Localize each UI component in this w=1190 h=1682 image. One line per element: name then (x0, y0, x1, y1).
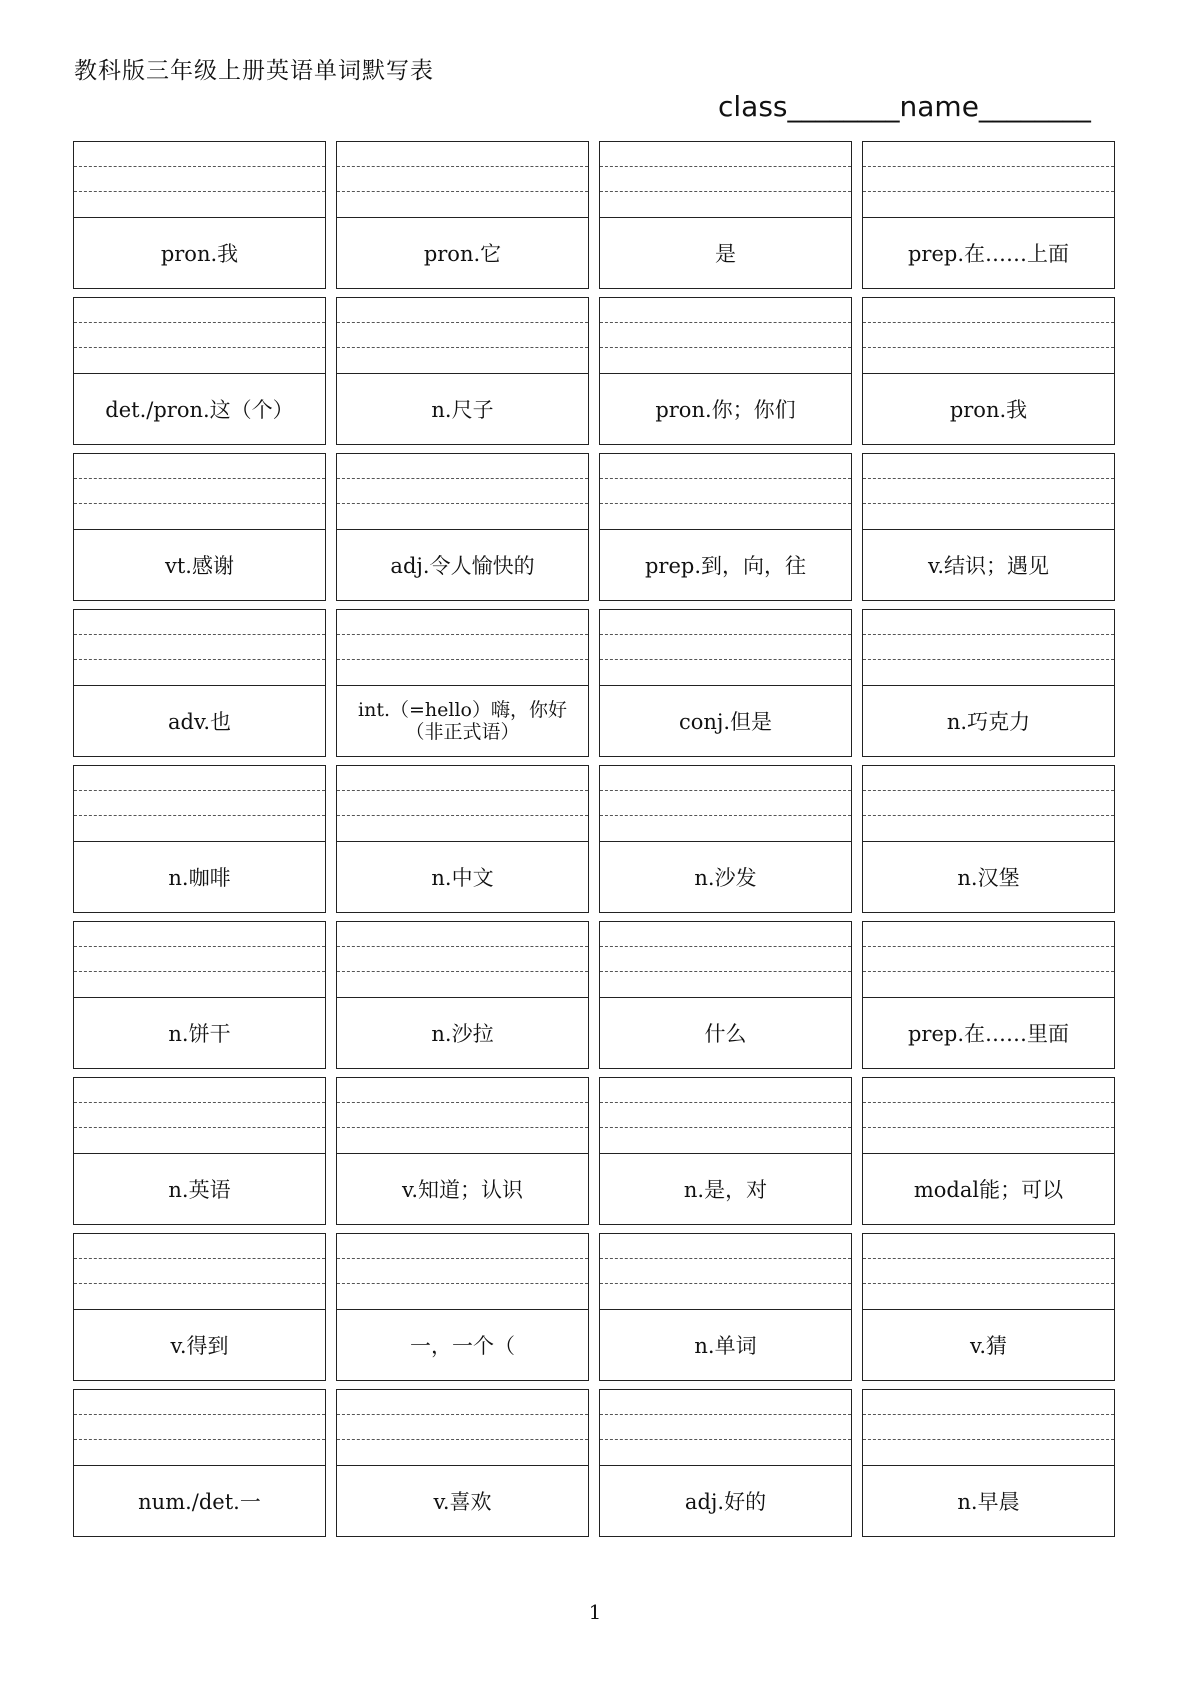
dashed-guide-line (863, 322, 1114, 323)
writing-area[interactable] (337, 766, 588, 842)
dashed-guide-line (337, 166, 588, 167)
word-meaning: pron.我 (160, 241, 239, 266)
dashed-guide-line (337, 191, 588, 192)
dashed-guide-line (74, 166, 325, 167)
writing-area[interactable] (337, 1078, 588, 1154)
writing-area[interactable] (74, 1390, 325, 1466)
writing-area[interactable] (600, 454, 851, 530)
vocab-card (336, 1233, 589, 1381)
writing-area[interactable] (337, 1390, 588, 1466)
vocab-card (73, 1389, 326, 1537)
dashed-guide-line (600, 659, 851, 660)
vocab-card (599, 1077, 852, 1225)
word-meaning: pron.它 (423, 241, 502, 266)
writing-area[interactable] (74, 1234, 325, 1310)
vocab-card (862, 1077, 1115, 1225)
word-meaning: n.早晨 (957, 1489, 1020, 1514)
writing-area[interactable] (74, 454, 325, 530)
word-meaning: pron.你；你们 (655, 397, 796, 422)
dashed-guide-line (600, 946, 851, 947)
word-meaning: conj.但是 (678, 709, 773, 734)
dashed-guide-line (337, 1414, 588, 1415)
dashed-guide-line (74, 1439, 325, 1440)
word-meaning: n.是，对 (683, 1177, 768, 1202)
dashed-guide-line (600, 1283, 851, 1284)
vocab-card (73, 141, 326, 289)
vocab-card (336, 453, 589, 601)
vocab-card (336, 609, 589, 757)
dashed-guide-line (74, 1258, 325, 1259)
dashed-guide-line (337, 478, 588, 479)
dashed-guide-line (863, 815, 1114, 816)
vocab-card (336, 765, 589, 913)
dashed-guide-line (863, 1439, 1114, 1440)
dashed-guide-line (74, 971, 325, 972)
vocab-card (599, 141, 852, 289)
writing-area[interactable] (74, 142, 325, 218)
dashed-guide-line (74, 659, 325, 660)
writing-area[interactable] (74, 610, 325, 686)
vocab-card (599, 1233, 852, 1381)
dashed-guide-line (337, 659, 588, 660)
vocab-card (336, 921, 589, 1069)
dashed-guide-line (600, 634, 851, 635)
word-meaning: int.（=hello）嗨，你好（非正式语） (358, 699, 567, 743)
writing-area[interactable] (600, 142, 851, 218)
vocab-card (73, 921, 326, 1069)
vocab-card (73, 1077, 326, 1225)
vocab-card (599, 453, 852, 601)
word-meaning: n.沙拉 (431, 1021, 494, 1046)
dashed-guide-line (600, 1127, 851, 1128)
dashed-guide-line (863, 1127, 1114, 1128)
word-meaning: n.沙发 (694, 865, 757, 890)
writing-area[interactable] (600, 1390, 851, 1466)
writing-area[interactable] (337, 1234, 588, 1310)
dashed-guide-line (600, 815, 851, 816)
word-meaning: n.英语 (168, 1177, 231, 1202)
word-meaning: prep.在……里面 (907, 1021, 1070, 1046)
word-meaning: n.尺子 (431, 397, 494, 422)
dashed-guide-line (863, 790, 1114, 791)
vocab-card (599, 297, 852, 445)
word-meaning: adj.好的 (684, 1489, 767, 1514)
dashed-guide-line (600, 1258, 851, 1259)
writing-area[interactable] (337, 298, 588, 374)
dashed-guide-line (863, 1414, 1114, 1415)
writing-area[interactable] (863, 766, 1114, 842)
writing-area[interactable] (863, 454, 1114, 530)
dashed-guide-line (863, 478, 1114, 479)
dashed-guide-line (337, 815, 588, 816)
dashed-guide-line (863, 503, 1114, 504)
writing-area[interactable] (863, 610, 1114, 686)
worksheet-title: 教科版三年级上册英语单词默写表 (74, 58, 434, 84)
word-meaning: 是 (715, 241, 736, 266)
dashed-guide-line (863, 946, 1114, 947)
writing-area[interactable] (337, 454, 588, 530)
dashed-guide-line (337, 1102, 588, 1103)
dashed-guide-line (337, 1127, 588, 1128)
dashed-guide-line (863, 1258, 1114, 1259)
writing-area[interactable] (600, 1234, 851, 1310)
writing-area[interactable] (863, 142, 1114, 218)
word-meaning: vt.感谢 (165, 553, 234, 578)
writing-area[interactable] (863, 1234, 1114, 1310)
vocab-card (862, 1389, 1115, 1537)
dashed-guide-line (74, 478, 325, 479)
dashed-guide-line (863, 191, 1114, 192)
vocab-card (336, 297, 589, 445)
dashed-guide-line (863, 634, 1114, 635)
dashed-guide-line (600, 191, 851, 192)
word-meaning: adv.也 (167, 709, 231, 734)
writing-area[interactable] (337, 142, 588, 218)
word-meaning: n.饼干 (168, 1021, 231, 1046)
vocab-card (862, 921, 1115, 1069)
dashed-guide-line (600, 478, 851, 479)
dashed-guide-line (74, 1127, 325, 1128)
vocab-card (73, 297, 326, 445)
dashed-guide-line (337, 1283, 588, 1284)
writing-area[interactable] (337, 610, 588, 686)
word-meaning: pron.我 (949, 397, 1028, 422)
writing-area[interactable] (863, 1390, 1114, 1466)
dashed-guide-line (600, 166, 851, 167)
dashed-guide-line (863, 347, 1114, 348)
vocab-card (862, 453, 1115, 601)
writing-area[interactable] (863, 922, 1114, 998)
dashed-guide-line (74, 1283, 325, 1284)
vocab-card (73, 1233, 326, 1381)
dashed-guide-line (600, 1102, 851, 1103)
dashed-guide-line (74, 322, 325, 323)
word-meaning: n.巧克力 (946, 709, 1031, 734)
vocab-card (862, 297, 1115, 445)
dashed-guide-line (337, 322, 588, 323)
dashed-guide-line (863, 166, 1114, 167)
word-meaning: v.知道；认识 (401, 1177, 524, 1202)
writing-area[interactable] (863, 1078, 1114, 1154)
vocab-card (599, 1389, 852, 1537)
word-meaning: v.猜 (969, 1333, 1008, 1358)
dashed-guide-line (74, 815, 325, 816)
writing-area[interactable] (74, 922, 325, 998)
word-meaning: v.喜欢 (433, 1489, 492, 1514)
word-meaning: adj.令人愉快的 (390, 553, 535, 578)
vocab-card (862, 141, 1115, 289)
writing-area[interactable] (74, 1078, 325, 1154)
dashed-guide-line (863, 1102, 1114, 1103)
vocab-card (336, 141, 589, 289)
word-meaning: prep.在……上面 (907, 241, 1070, 266)
dashed-guide-line (600, 347, 851, 348)
dashed-guide-line (337, 634, 588, 635)
dashed-guide-line (600, 322, 851, 323)
word-meaning: n.单词 (694, 1333, 757, 1358)
vocab-card (862, 609, 1115, 757)
dashed-guide-line (74, 347, 325, 348)
writing-area[interactable] (600, 1078, 851, 1154)
vocab-card (862, 1233, 1115, 1381)
dashed-guide-line (74, 946, 325, 947)
writing-area[interactable] (74, 766, 325, 842)
word-meaning: n.汉堡 (957, 865, 1020, 890)
dashed-guide-line (863, 1283, 1114, 1284)
dashed-guide-line (74, 634, 325, 635)
vocabulary-grid (73, 141, 1115, 1537)
writing-area[interactable] (74, 298, 325, 374)
dashed-guide-line (600, 1439, 851, 1440)
class-name-line: class________name________ (718, 90, 1091, 123)
vocab-card (73, 609, 326, 757)
dashed-guide-line (600, 790, 851, 791)
vocab-card (599, 765, 852, 913)
vocab-card (599, 921, 852, 1069)
dashed-guide-line (337, 790, 588, 791)
dashed-guide-line (337, 1439, 588, 1440)
word-meaning: det./pron.这（个） (105, 397, 294, 422)
vocab-card (73, 765, 326, 913)
word-meaning: v.结识；遇见 (927, 553, 1050, 578)
dashed-guide-line (337, 347, 588, 348)
word-meaning: 一，一个（ (410, 1333, 515, 1358)
word-meaning: n.咖啡 (168, 865, 231, 890)
word-meaning: 什么 (704, 1021, 747, 1046)
writing-area[interactable] (863, 298, 1114, 374)
writing-area[interactable] (600, 610, 851, 686)
dashed-guide-line (600, 1414, 851, 1415)
writing-area[interactable] (600, 922, 851, 998)
word-meaning: modal能；可以 (913, 1177, 1064, 1202)
word-meaning: num./det.一 (138, 1489, 261, 1514)
vocab-card (862, 765, 1115, 913)
vocab-card (73, 453, 326, 601)
writing-area[interactable] (600, 298, 851, 374)
word-meaning: prep.到，向，往 (644, 553, 807, 578)
vocab-card (336, 1389, 589, 1537)
word-meaning: v.得到 (170, 1333, 229, 1358)
dashed-guide-line (74, 503, 325, 504)
vocab-card (336, 1077, 589, 1225)
dashed-guide-line (74, 191, 325, 192)
dashed-guide-line (600, 971, 851, 972)
dashed-guide-line (600, 503, 851, 504)
writing-area[interactable] (600, 766, 851, 842)
dashed-guide-line (337, 946, 588, 947)
dashed-guide-line (74, 1102, 325, 1103)
dashed-guide-line (337, 1258, 588, 1259)
word-meaning: n.中文 (431, 865, 494, 890)
dashed-guide-line (337, 971, 588, 972)
writing-area[interactable] (337, 922, 588, 998)
dashed-guide-line (863, 659, 1114, 660)
dashed-guide-line (337, 503, 588, 504)
dashed-guide-line (74, 790, 325, 791)
dashed-guide-line (863, 971, 1114, 972)
vocab-card (599, 609, 852, 757)
page-number: 1 (588, 1600, 602, 1624)
dashed-guide-line (74, 1414, 325, 1415)
